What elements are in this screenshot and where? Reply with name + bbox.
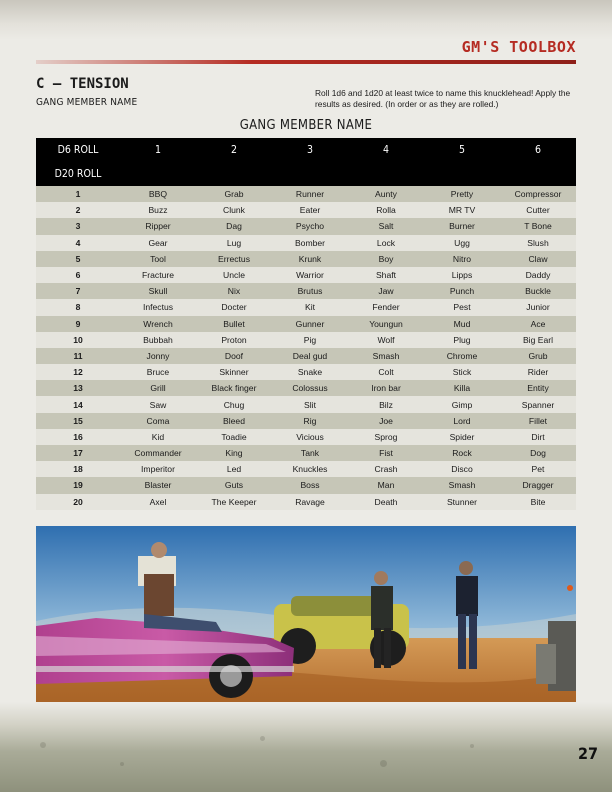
name-cell: Brutus xyxy=(272,283,348,299)
d20-roll-cell: 17 xyxy=(36,445,120,461)
name-cell: Salt xyxy=(348,218,424,234)
table-row xyxy=(36,461,576,477)
table-row xyxy=(36,445,576,461)
name-cell: Entity xyxy=(500,380,576,396)
name-cell: Claw xyxy=(500,251,576,267)
name-cell: Ugg xyxy=(424,235,500,251)
name-cell: Psycho xyxy=(272,218,348,234)
name-cell: Nitro xyxy=(424,251,500,267)
section-subtitle: GANG MEMBER NAME xyxy=(36,97,138,108)
d20-roll-cell: 6 xyxy=(36,267,120,283)
name-cell: Buckle xyxy=(500,283,576,299)
name-cell: Mud xyxy=(424,316,500,332)
page-bottom-grunge xyxy=(0,702,612,792)
name-cell: Crash xyxy=(348,461,424,477)
name-cell: Aunty xyxy=(348,186,424,202)
gang-name-table xyxy=(36,138,576,510)
name-cell: Eater xyxy=(272,202,348,218)
d20-roll-cell: 16 xyxy=(36,429,120,445)
name-cell: Knuckles xyxy=(272,461,348,477)
name-cell: Jonny xyxy=(120,348,196,364)
name-cell: Joe xyxy=(348,413,424,429)
name-cell: Slush xyxy=(500,235,576,251)
illustration-wasteland-gang xyxy=(36,526,576,708)
name-cell: MR TV xyxy=(424,202,500,218)
name-cell: Pet xyxy=(500,461,576,477)
header-cell: 3 xyxy=(272,138,348,162)
name-cell: Dirt xyxy=(500,429,576,445)
name-cell: Killa xyxy=(424,380,500,396)
name-cell: Axel xyxy=(120,494,196,510)
name-cell: Toadie xyxy=(196,429,272,445)
name-cell: Fender xyxy=(348,299,424,315)
name-cell: Gunner xyxy=(272,316,348,332)
table-row xyxy=(36,316,576,332)
table-row xyxy=(36,364,576,380)
d20-roll-cell: 7 xyxy=(36,283,120,299)
name-cell: T Bone xyxy=(500,218,576,234)
name-cell: Burner xyxy=(424,218,500,234)
d20-roll-cell: 19 xyxy=(36,477,120,493)
table-row xyxy=(36,429,576,445)
d20-roll-cell: 2 xyxy=(36,202,120,218)
name-cell: Pest xyxy=(424,299,500,315)
header-cell-empty xyxy=(120,162,196,186)
header-cell: 2 xyxy=(196,138,272,162)
table-title: GANG MEMBER NAME xyxy=(239,118,373,133)
name-cell: Fracture xyxy=(120,267,196,283)
name-cell: Deal gud xyxy=(272,348,348,364)
name-cell: Daddy xyxy=(500,267,576,283)
name-cell: Junior xyxy=(500,299,576,315)
name-cell: Iron bar xyxy=(348,380,424,396)
name-cell: Fist xyxy=(348,445,424,461)
table-row xyxy=(36,413,576,429)
d20-roll-cell: 12 xyxy=(36,364,120,380)
name-cell: Sprog xyxy=(348,429,424,445)
section-title: C – TENSION xyxy=(36,76,129,92)
name-cell: Nix xyxy=(196,283,272,299)
table-row xyxy=(36,283,576,299)
name-cell: Wolf xyxy=(348,332,424,348)
name-cell: Plug xyxy=(424,332,500,348)
name-cell: Lipps xyxy=(424,267,500,283)
name-cell: Lord xyxy=(424,413,500,429)
header-cell: D6 ROLL xyxy=(36,138,120,162)
d20-roll-cell: 14 xyxy=(36,396,120,412)
name-cell: Chug xyxy=(196,396,272,412)
name-cell: Kit xyxy=(272,299,348,315)
name-cell: Colossus xyxy=(272,380,348,396)
name-cell: Pretty xyxy=(424,186,500,202)
d20-roll-cell: 5 xyxy=(36,251,120,267)
name-cell: Warrior xyxy=(272,267,348,283)
name-cell: Fillet xyxy=(500,413,576,429)
name-cell: Snake xyxy=(272,364,348,380)
d20-roll-cell: 8 xyxy=(36,299,120,315)
name-cell: Errectus xyxy=(196,251,272,267)
name-cell: Infectus xyxy=(120,299,196,315)
name-cell: Rig xyxy=(272,413,348,429)
header-cell-empty xyxy=(500,162,576,186)
d20-roll-cell: 3 xyxy=(36,218,120,234)
table-row xyxy=(36,251,576,267)
name-cell: Big Earl xyxy=(500,332,576,348)
name-cell: Vicious xyxy=(272,429,348,445)
page-top-grunge xyxy=(0,0,612,40)
header-cell-empty xyxy=(348,162,424,186)
name-cell: Skull xyxy=(120,283,196,299)
name-cell: Death xyxy=(348,494,424,510)
name-cell: Smash xyxy=(424,477,500,493)
header-cell-empty xyxy=(272,162,348,186)
name-cell: Coma xyxy=(120,413,196,429)
table-row xyxy=(36,202,576,218)
name-cell: Tool xyxy=(120,251,196,267)
name-cell: Black finger xyxy=(196,380,272,396)
name-cell: Imperitor xyxy=(120,461,196,477)
name-cell: Lug xyxy=(196,235,272,251)
table-row xyxy=(36,380,576,396)
name-cell: Stick xyxy=(424,364,500,380)
name-cell: Grill xyxy=(120,380,196,396)
name-cell: Boss xyxy=(272,477,348,493)
name-cell: Led xyxy=(196,461,272,477)
d20-roll-cell: 20 xyxy=(36,494,120,510)
name-cell: Bruce xyxy=(120,364,196,380)
name-cell: Spider xyxy=(424,429,500,445)
table-header-row xyxy=(36,138,576,162)
header-cell: 1 xyxy=(120,138,196,162)
name-cell: Bomber xyxy=(272,235,348,251)
name-cell: Skinner xyxy=(196,364,272,380)
name-cell: Saw xyxy=(120,396,196,412)
name-cell: Punch xyxy=(424,283,500,299)
table-row xyxy=(36,332,576,348)
table-row xyxy=(36,235,576,251)
header-rule xyxy=(36,60,576,64)
header-cell-empty xyxy=(196,162,272,186)
name-cell: Krunk xyxy=(272,251,348,267)
table-subheader-row xyxy=(36,162,576,186)
name-cell: Wrench xyxy=(120,316,196,332)
name-cell: Ace xyxy=(500,316,576,332)
table-row xyxy=(36,348,576,364)
table-row xyxy=(36,494,576,510)
table-row xyxy=(36,186,576,202)
name-cell: Smash xyxy=(348,348,424,364)
table-row xyxy=(36,477,576,493)
name-cell: Uncle xyxy=(196,267,272,283)
name-cell: BBQ xyxy=(120,186,196,202)
name-cell: Gimp xyxy=(424,396,500,412)
d20-roll-cell: 4 xyxy=(36,235,120,251)
header-cell: 5 xyxy=(424,138,500,162)
name-cell: Spanner xyxy=(500,396,576,412)
name-cell: Bilz xyxy=(348,396,424,412)
table-row xyxy=(36,396,576,412)
name-cell: Commander xyxy=(120,445,196,461)
name-cell: Rider xyxy=(500,364,576,380)
name-cell: Docter xyxy=(196,299,272,315)
name-cell: Chrome xyxy=(424,348,500,364)
table-row xyxy=(36,267,576,283)
header-cell-empty xyxy=(424,162,500,186)
d20-roll-cell: 9 xyxy=(36,316,120,332)
name-cell: Grub xyxy=(500,348,576,364)
name-cell: Slit xyxy=(272,396,348,412)
name-cell: Shaft xyxy=(348,267,424,283)
table-body xyxy=(36,186,576,510)
d20-roll-cell: 1 xyxy=(36,186,120,202)
name-cell: Colt xyxy=(348,364,424,380)
page-number: 27 xyxy=(577,744,598,763)
name-cell: Runner xyxy=(272,186,348,202)
name-cell: Disco xyxy=(424,461,500,477)
name-cell: Doof xyxy=(196,348,272,364)
name-cell: Rock xyxy=(424,445,500,461)
d20-roll-cell: 13 xyxy=(36,380,120,396)
name-cell: Clunk xyxy=(196,202,272,218)
name-cell: Kid xyxy=(120,429,196,445)
name-cell: Gear xyxy=(120,235,196,251)
name-cell: Dog xyxy=(500,445,576,461)
name-cell: Jaw xyxy=(348,283,424,299)
name-cell: King xyxy=(196,445,272,461)
name-cell: Ripper xyxy=(120,218,196,234)
name-cell: Grab xyxy=(196,186,272,202)
name-cell: Man xyxy=(348,477,424,493)
table-row xyxy=(36,218,576,234)
name-cell: Cutter xyxy=(500,202,576,218)
name-cell: Pig xyxy=(272,332,348,348)
header-title: GM'S TOOLBOX xyxy=(461,38,576,56)
d20-roll-cell: 11 xyxy=(36,348,120,364)
name-cell: The Keeper xyxy=(196,494,272,510)
header-cell: 4 xyxy=(348,138,424,162)
instructions-text: Roll 1d6 and 1d20 at least twice to name this knucklehead! Apply the results as desired. (In order or as they are rolled.) xyxy=(315,88,571,109)
name-cell: Tank xyxy=(272,445,348,461)
d20-roll-cell: 18 xyxy=(36,461,120,477)
name-cell: Bite xyxy=(500,494,576,510)
name-cell: Bubbah xyxy=(120,332,196,348)
name-cell: Dag xyxy=(196,218,272,234)
name-cell: Ravage xyxy=(272,494,348,510)
name-cell: Rolla xyxy=(348,202,424,218)
table-row xyxy=(36,299,576,315)
name-cell: Lock xyxy=(348,235,424,251)
name-cell: Bullet xyxy=(196,316,272,332)
name-cell: Bleed xyxy=(196,413,272,429)
name-cell: Dragger xyxy=(500,477,576,493)
name-cell: Stunner xyxy=(424,494,500,510)
name-cell: Youngun xyxy=(348,316,424,332)
name-cell: Blaster xyxy=(120,477,196,493)
name-cell: Proton xyxy=(196,332,272,348)
name-cell: Boy xyxy=(348,251,424,267)
name-cell: Buzz xyxy=(120,202,196,218)
header-cell: 6 xyxy=(500,138,576,162)
header-cell: D20 ROLL xyxy=(36,162,120,186)
d20-roll-cell: 10 xyxy=(36,332,120,348)
name-cell: Compressor xyxy=(500,186,576,202)
d20-roll-cell: 15 xyxy=(36,413,120,429)
gang-name-table-container xyxy=(36,138,576,510)
name-cell: Guts xyxy=(196,477,272,493)
